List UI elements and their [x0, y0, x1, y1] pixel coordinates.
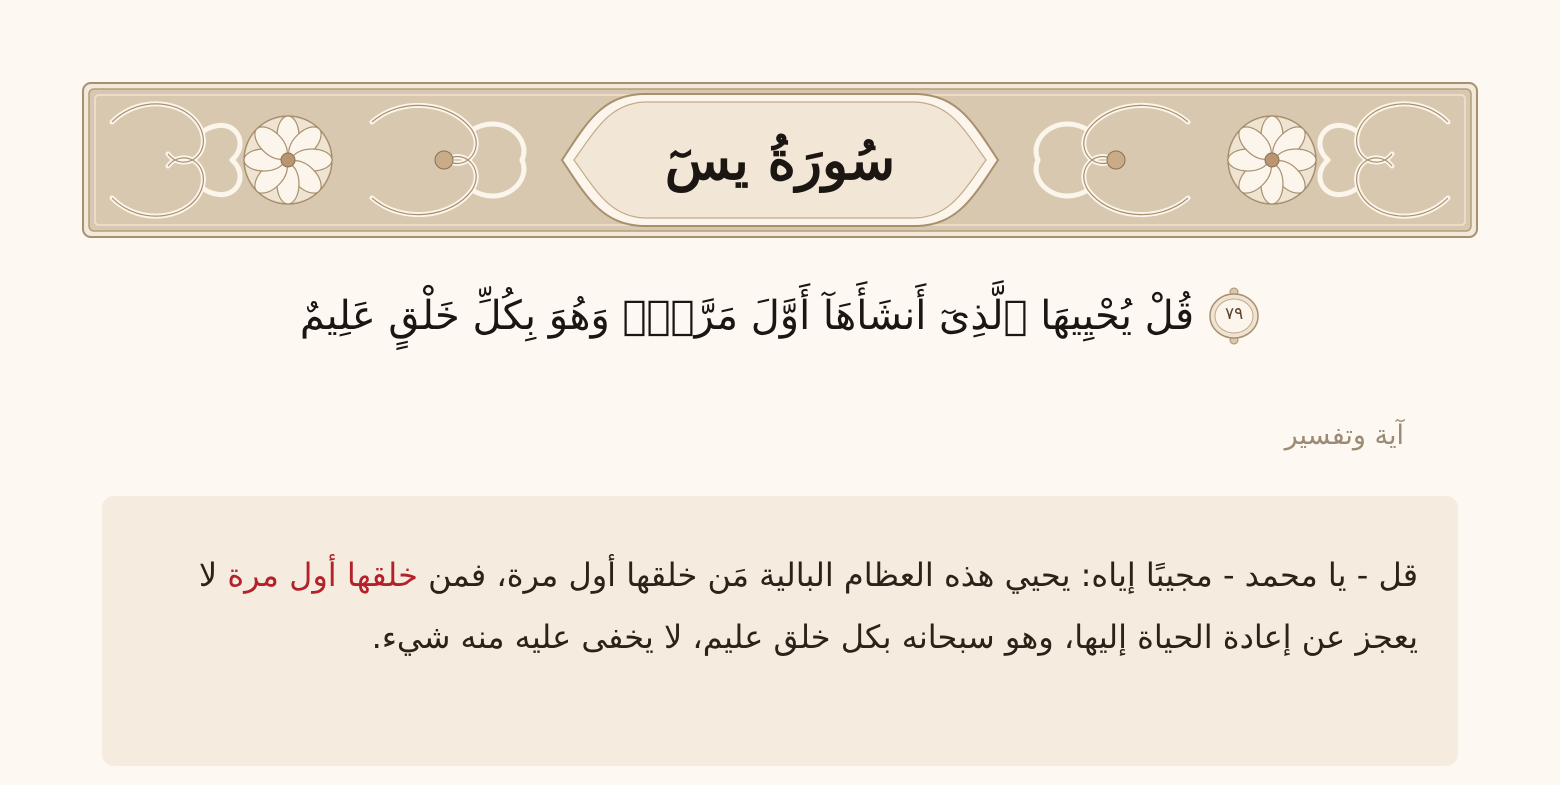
verse-number-marker	[1208, 284, 1260, 348]
verse-number: ٧٩	[1224, 304, 1244, 324]
tafsir-highlight: خلقها أول مرة	[227, 556, 418, 594]
surah-banner	[82, 82, 1478, 238]
surah-title: سُورَةُ يسٓ	[664, 128, 896, 192]
section-label: آية وتفسير	[1284, 420, 1404, 451]
tafsir-card	[102, 496, 1458, 766]
tafsir-text-before: قل - يا محمد - مجيبًا إياه: يحيي هذه العظام البالية مَن خلقها أول مرة، فمن	[417, 556, 1418, 594]
verse-text: قُلْ يُحْيِيهَا ٱلَّذِىٓ أَنشَأَهَآ أَوَّلَ مَرَّةٍۖ وَهُوَ بِكُلِّ خَلْقٍ عَلِيمٌ	[299, 293, 1195, 339]
tafsir-text-after: لا يعجز عن إعادة الحياة إليها، وهو سبحانه بكل خلق عليم، لا يخفى عليه منه شيء.	[198, 556, 1418, 656]
verse-row	[260, 272, 1300, 360]
left-rosette-icon	[244, 116, 332, 204]
right-rosette-icon	[1228, 116, 1316, 204]
tafsir-text	[198, 544, 1418, 668]
